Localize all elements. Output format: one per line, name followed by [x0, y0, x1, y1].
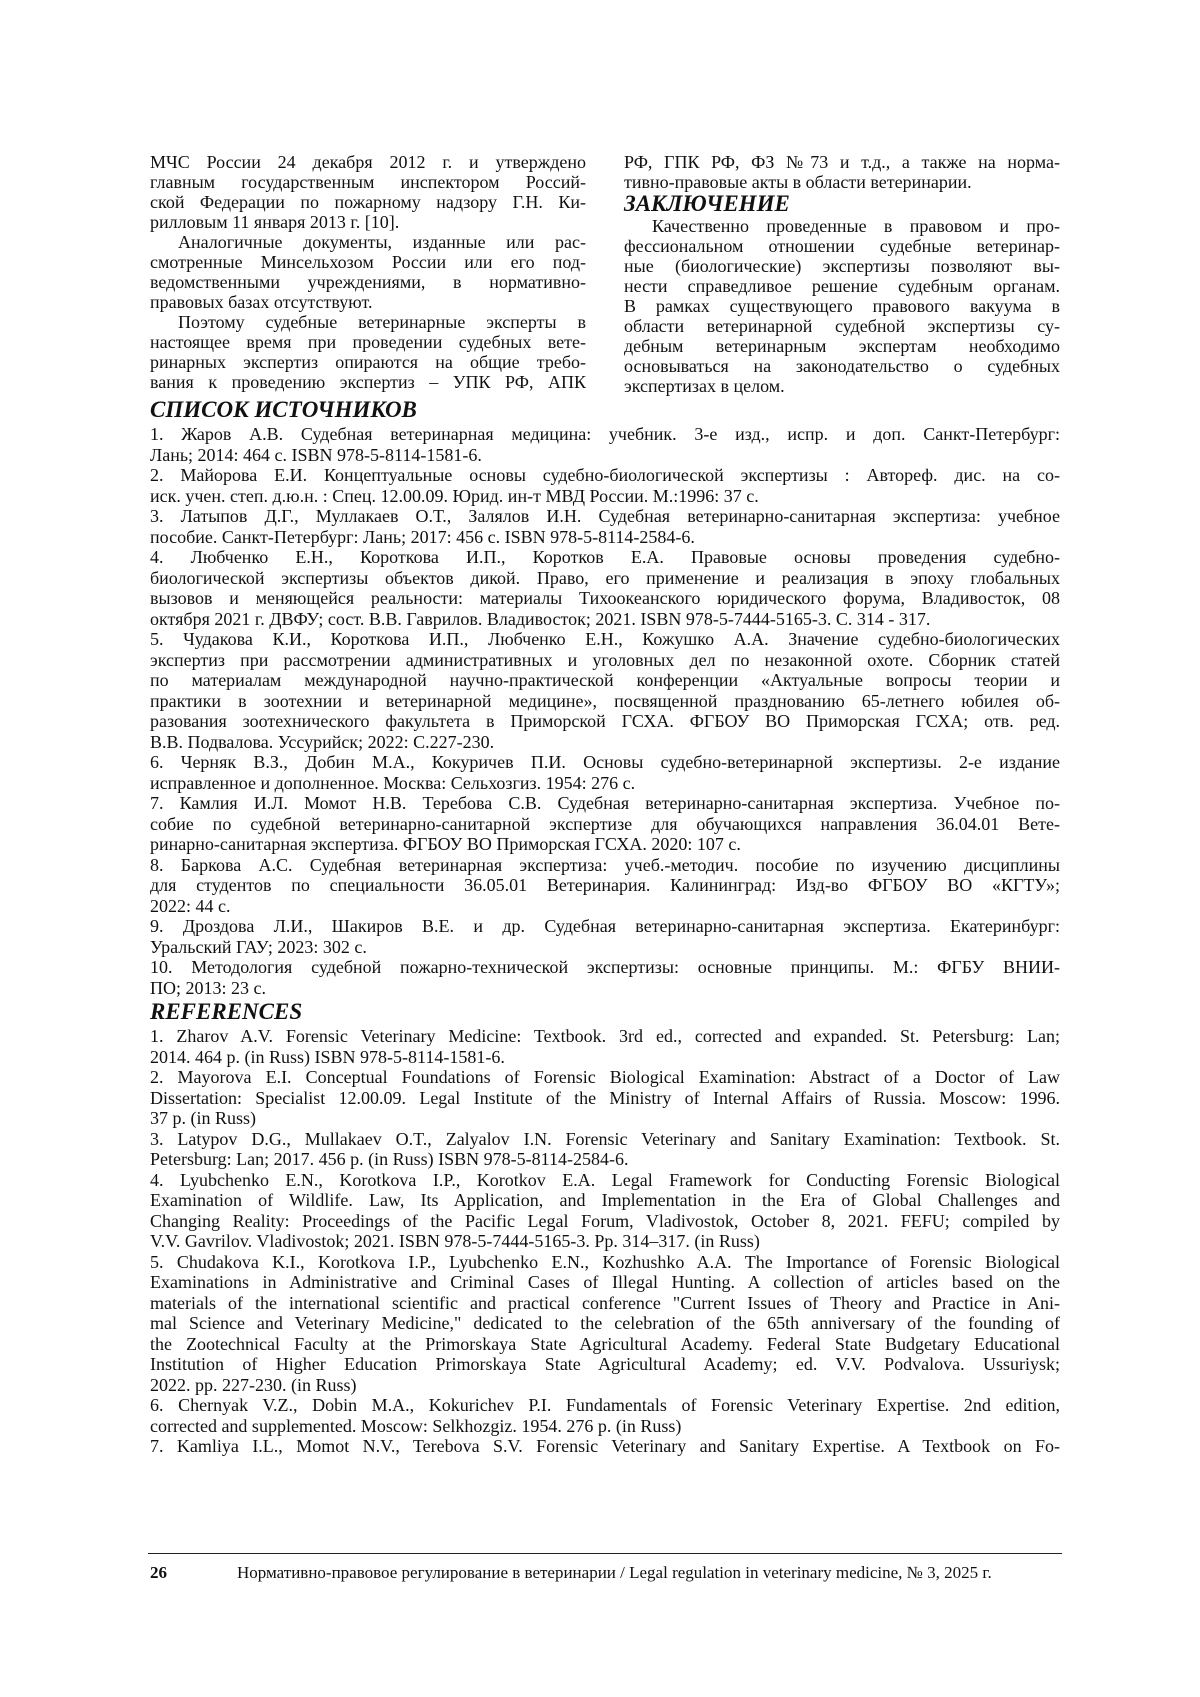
text-line: вания к проведению экспертиз – УПК РФ, АПК [150, 372, 586, 392]
reference-item [150, 1252, 1060, 1396]
continued-paragraph [624, 152, 1060, 192]
text-line: 1. Zharov A.V. Forensic Veterinary Medicine: Textbook. 3rd ed., corrected and expanded. St. Petersburg: Lan; [150, 1026, 1060, 1047]
text-line: 4. Любченко Е.Н., Короткова И.П., Коротков Е.А. Правовые основы проведения судебно- [150, 547, 1060, 568]
text-line: смотренные Минсельхозом России или его под- [150, 252, 586, 272]
text-line: 3. Latypov D.G., Mullakaev O.T., Zalyalov I.N. Forensic Veterinary and Sanitary Examination: Textbook. St. [150, 1129, 1060, 1150]
text-line: основываться на законодательство о судебных [624, 356, 1060, 376]
conclusion-paragraphs [624, 216, 1060, 396]
text-line: собие по судебной ветеринарно-санитарной экспертизе для обучающихся направления 36.04.01 Вете- [150, 814, 1060, 835]
footer-divider [148, 1553, 1062, 1554]
text-line: главным государственным инспектором Россий- [150, 172, 586, 192]
paragraph [624, 152, 1060, 192]
source-item [150, 506, 1060, 547]
text-line: mal Science and Veterinary Medicine," dedicated to the celebration of the 65th anniversary of the founding of [150, 1313, 1060, 1334]
text-line: нести справедливое решение судебным органам. [624, 276, 1060, 296]
text-line: 7. Камлия И.Л. Момот Н.В. Теребова С.В. Судебная ветеринарно-санитарная экспертиза. Учебное по- [150, 793, 1060, 814]
source-item [150, 855, 1060, 917]
text-line: биологической экспертизы объектов дикой. Право, его применение и реализация в эпоху глобальных [150, 568, 1060, 589]
text-line: дебным ветеринарным экспертам необходимо [624, 336, 1060, 356]
source-item [150, 424, 1060, 465]
reference-item [150, 1170, 1060, 1252]
text-line: 4. Lyubchenko E.N., Korotkova I.P., Korotkov E.A. Legal Framework for Conducting Forensic Biological [150, 1170, 1060, 1191]
text-line: 5. Chudakova K.I., Korotkova I.P., Lyubchenko E.N., Kozhushko A.A. The Importance of Forensic Biological [150, 1252, 1060, 1273]
text-line: исправленное и дополненное. Москва: Сельхозгиз. 1954: 276 с. [150, 773, 1060, 794]
text-line: V.V. Gavrilov. Vladivostok; 2021. ISBN 978-5-7444-5165-3. Pp. 314–317. (in Russ) [150, 1231, 1060, 1252]
source-item [150, 465, 1060, 506]
text-line: 2014. 464 p. (in Russ) ISBN 978-5-8114-1581-6. [150, 1047, 1060, 1068]
source-item [150, 916, 1060, 957]
reference-item [150, 1395, 1060, 1436]
text-line: экспертизах в целом. [624, 376, 1060, 396]
text-line: corrected and supplemented. Moscow: Selkhozgiz. 1954. 276 p. (in Russ) [150, 1416, 1060, 1437]
text-line: Petersburg: Lan; 2017. 456 p. (in Russ) ISBN 978-5-8114-2584-6. [150, 1149, 1060, 1170]
text-line: практики в зоотехнии и ветеринарной медицине», посвященной празднованию 65-летнего юбилея об- [150, 691, 1060, 712]
text-line: Institution of Higher Education Primorskaya State Agricultural Academy; ed. V.V. Podvalova. Ussuriysk; [150, 1354, 1060, 1375]
text-line: Dissertation: Specialist 12.00.09. Legal Institute of the Ministry of Internal Affairs of Russia. Moscow: 1996. [150, 1088, 1060, 1109]
text-line: Examination of Wildlife. Law, Its Application, and Implementation in the Era of Global Challenges and [150, 1190, 1060, 1211]
text-line: В рамках существующего правового вакуума в [624, 296, 1060, 316]
text-line: вызовов и меняющейся реальности: материалы Тихоокеанского юридического форума, Владивосток, 08 [150, 588, 1060, 609]
text-line: иск. учен. степ. д.ю.н. : Спец. 12.00.09. Юрид. ин-т МВД России. М.:1996: 37 с. [150, 486, 1060, 507]
text-line: ные (биологические) экспертизы позволяют вы- [624, 256, 1060, 276]
text-line: ПО; 2013: 23 с. [150, 978, 1060, 999]
reference-item [150, 1026, 1060, 1067]
text-line: 2022: 44 с. [150, 896, 1060, 917]
text-line: ринарных экспертиз опираются на общие требо- [150, 352, 586, 372]
text-line: РФ, ГПК РФ, ФЗ №73 и т.д., а также на норма- [624, 152, 1060, 172]
source-item [150, 957, 1060, 998]
text-line: materials of the international scientific and practical conference "Current Issues of Theory and Practice in Ani- [150, 1293, 1060, 1314]
right-column [624, 152, 1060, 396]
text-line: тивно-правовые акты в области ветеринарии. [624, 172, 1060, 192]
text-line: Качественно проведенные в правовом и про- [624, 216, 1060, 236]
text-line: для студентов по специальности 36.05.01 Ветеринария. Калининград: Изд-во ФГБОУ ВО «КГТУ»; [150, 875, 1060, 896]
source-item [150, 629, 1060, 752]
text-line: 9. Дроздова Л.И., Шакиров В.Е. и др. Судебная ветеринарно-санитарная экспертиза. Екатеринбург: [150, 916, 1060, 937]
text-line: области ветеринарной судебной экспертизы су- [624, 316, 1060, 336]
reference-item [150, 1436, 1060, 1457]
paragraph [150, 312, 586, 392]
page-body [150, 152, 1060, 1457]
text-line: the Zootechnical Faculty at the Primorskaya State Agricultural Academy. Federal State Budgetary Educational [150, 1334, 1060, 1355]
paragraph [150, 232, 586, 312]
reference-item [150, 1067, 1060, 1129]
text-line: 6. Черняк В.З., Добин М.А., Кокуричев П.И. Основы судебно-ветеринарной экспертизы. 2-е издание [150, 752, 1060, 773]
two-column-section [150, 152, 1060, 396]
text-line: экспертиз при рассмотрении административных и уголовных дел по незаконной охоте. Сборник статей [150, 650, 1060, 671]
text-line: Поэтому судебные ветеринарные эксперты в [150, 312, 586, 332]
text-line: октября 2021 г. ДВФУ; сост. В.В. Гаврилов. Владивосток; 2021. ISBN 978-5-7444-5165-3. С. 314 - 317. [150, 609, 1060, 630]
text-line: В.В. Подвалова. Уссурийск; 2022: С.227-230. [150, 732, 1060, 753]
references-heading: REFERENCES [150, 998, 1060, 1026]
paragraph [150, 152, 586, 232]
reference-item [150, 1129, 1060, 1170]
left-column [150, 152, 586, 396]
text-line: Examinations in Administrative and Criminal Cases of Illegal Hunting. A collection of articles based on the [150, 1272, 1060, 1293]
text-line: 2022. pp. 227-230. (in Russ) [150, 1375, 1060, 1396]
text-line: 37 p. (in Russ) [150, 1108, 1060, 1129]
page-footer [150, 1563, 1060, 1583]
text-line: 6. Chernyak V.Z., Dobin M.A., Kokurichev P.I. Fundamentals of Forensic Veterinary Expertise. 2nd edition, [150, 1395, 1060, 1416]
text-line: ведомственными учреждениями, в нормативно- [150, 272, 586, 292]
text-line: Changing Reality: Proceedings of the Pacific Legal Forum, Vladivostok, October 8, 2021. FEFU; compiled by [150, 1211, 1060, 1232]
page-number: 26 [150, 1563, 237, 1583]
text-line: разования зоотехнического факультета в Приморской ГСХА. ФГБОУ ВО Приморская ГСХА; отв. ред. [150, 711, 1060, 732]
source-item [150, 752, 1060, 793]
sources-list [150, 424, 1060, 998]
text-line: Аналогичные документы, изданные или рас- [150, 232, 586, 252]
text-line: Уральский ГАУ; 2023: 302 с. [150, 937, 1060, 958]
text-line: 5. Чудакова К.И., Короткова И.П., Любченко Е.Н., Кожушко А.А. Значение судебно-биологических [150, 629, 1060, 650]
text-line: 2. Mayorova E.I. Conceptual Foundations of Forensic Biological Examination: Abstract of a Doctor of Law [150, 1067, 1060, 1088]
text-line: МЧС России 24 декабря 2012 г. и утверждено [150, 152, 586, 172]
source-item [150, 793, 1060, 855]
source-item [150, 547, 1060, 629]
paragraph [624, 216, 1060, 396]
text-line: ской Федерации по пожарному надзору Г.Н. Ки- [150, 192, 586, 212]
text-line: по материалам международной научно-практической конференции «Актуальные вопросы теории и [150, 670, 1060, 691]
text-line: фессиональном отношении судебные ветеринар- [624, 236, 1060, 256]
text-line: пособие. Санкт-Петербург: Лань; 2017: 456 с. ISBN 978-5-8114-2584-6. [150, 527, 1060, 548]
text-line: 1. Жаров А.В. Судебная ветеринарная медицина: учебник. 3-е изд., испр. и доп. Санкт-Петербург: [150, 424, 1060, 445]
journal-title: Нормативно-правовое регулирование в ветеринарии / Legal regulation in veterinary medicine, № 3, 2025 г. [237, 1563, 992, 1583]
text-line: 8. Баркова А.С. Судебная ветеринарная экспертиза: учеб.-методич. пособие по изучению дисциплины [150, 855, 1060, 876]
text-line: ринарно-санитарная экспертиза. ФГБОУ ВО Приморская ГСХА. 2020: 107 с. [150, 834, 1060, 855]
text-line: 3. Латыпов Д.Г., Муллакаев О.Т., Залялов И.Н. Судебная ветеринарно-санитарная экспертиза: учебное [150, 506, 1060, 527]
text-line: правовых базах отсутствуют. [150, 292, 586, 312]
text-line: 10. Методология судебной пожарно-технической экспертизы: основные принципы. М.: ФГБУ ВНИИ- [150, 957, 1060, 978]
left-paragraphs [150, 152, 586, 392]
text-line: рилловым 11 января 2013 г. [10]. [150, 212, 586, 232]
references-list [150, 1026, 1060, 1457]
text-line: Лань; 2014: 464 с. ISBN 978-5-8114-1581-6. [150, 445, 1060, 466]
conclusion-heading: ЗАКЛЮЧЕНИЕ [624, 192, 1060, 216]
sources-heading: СПИСОК ИСТОЧНИКОВ [150, 396, 1060, 424]
text-line: настоящее время при проведении судебных вете- [150, 332, 586, 352]
text-line: 7. Kamliya I.L., Momot N.V., Terebova S.V. Forensic Veterinary and Sanitary Expertise. A Textbook on Fo- [150, 1436, 1060, 1457]
text-line: 2. Майорова Е.И. Концептуальные основы судебно-биологической экспертизы : Автореф. дис. на со- [150, 465, 1060, 486]
